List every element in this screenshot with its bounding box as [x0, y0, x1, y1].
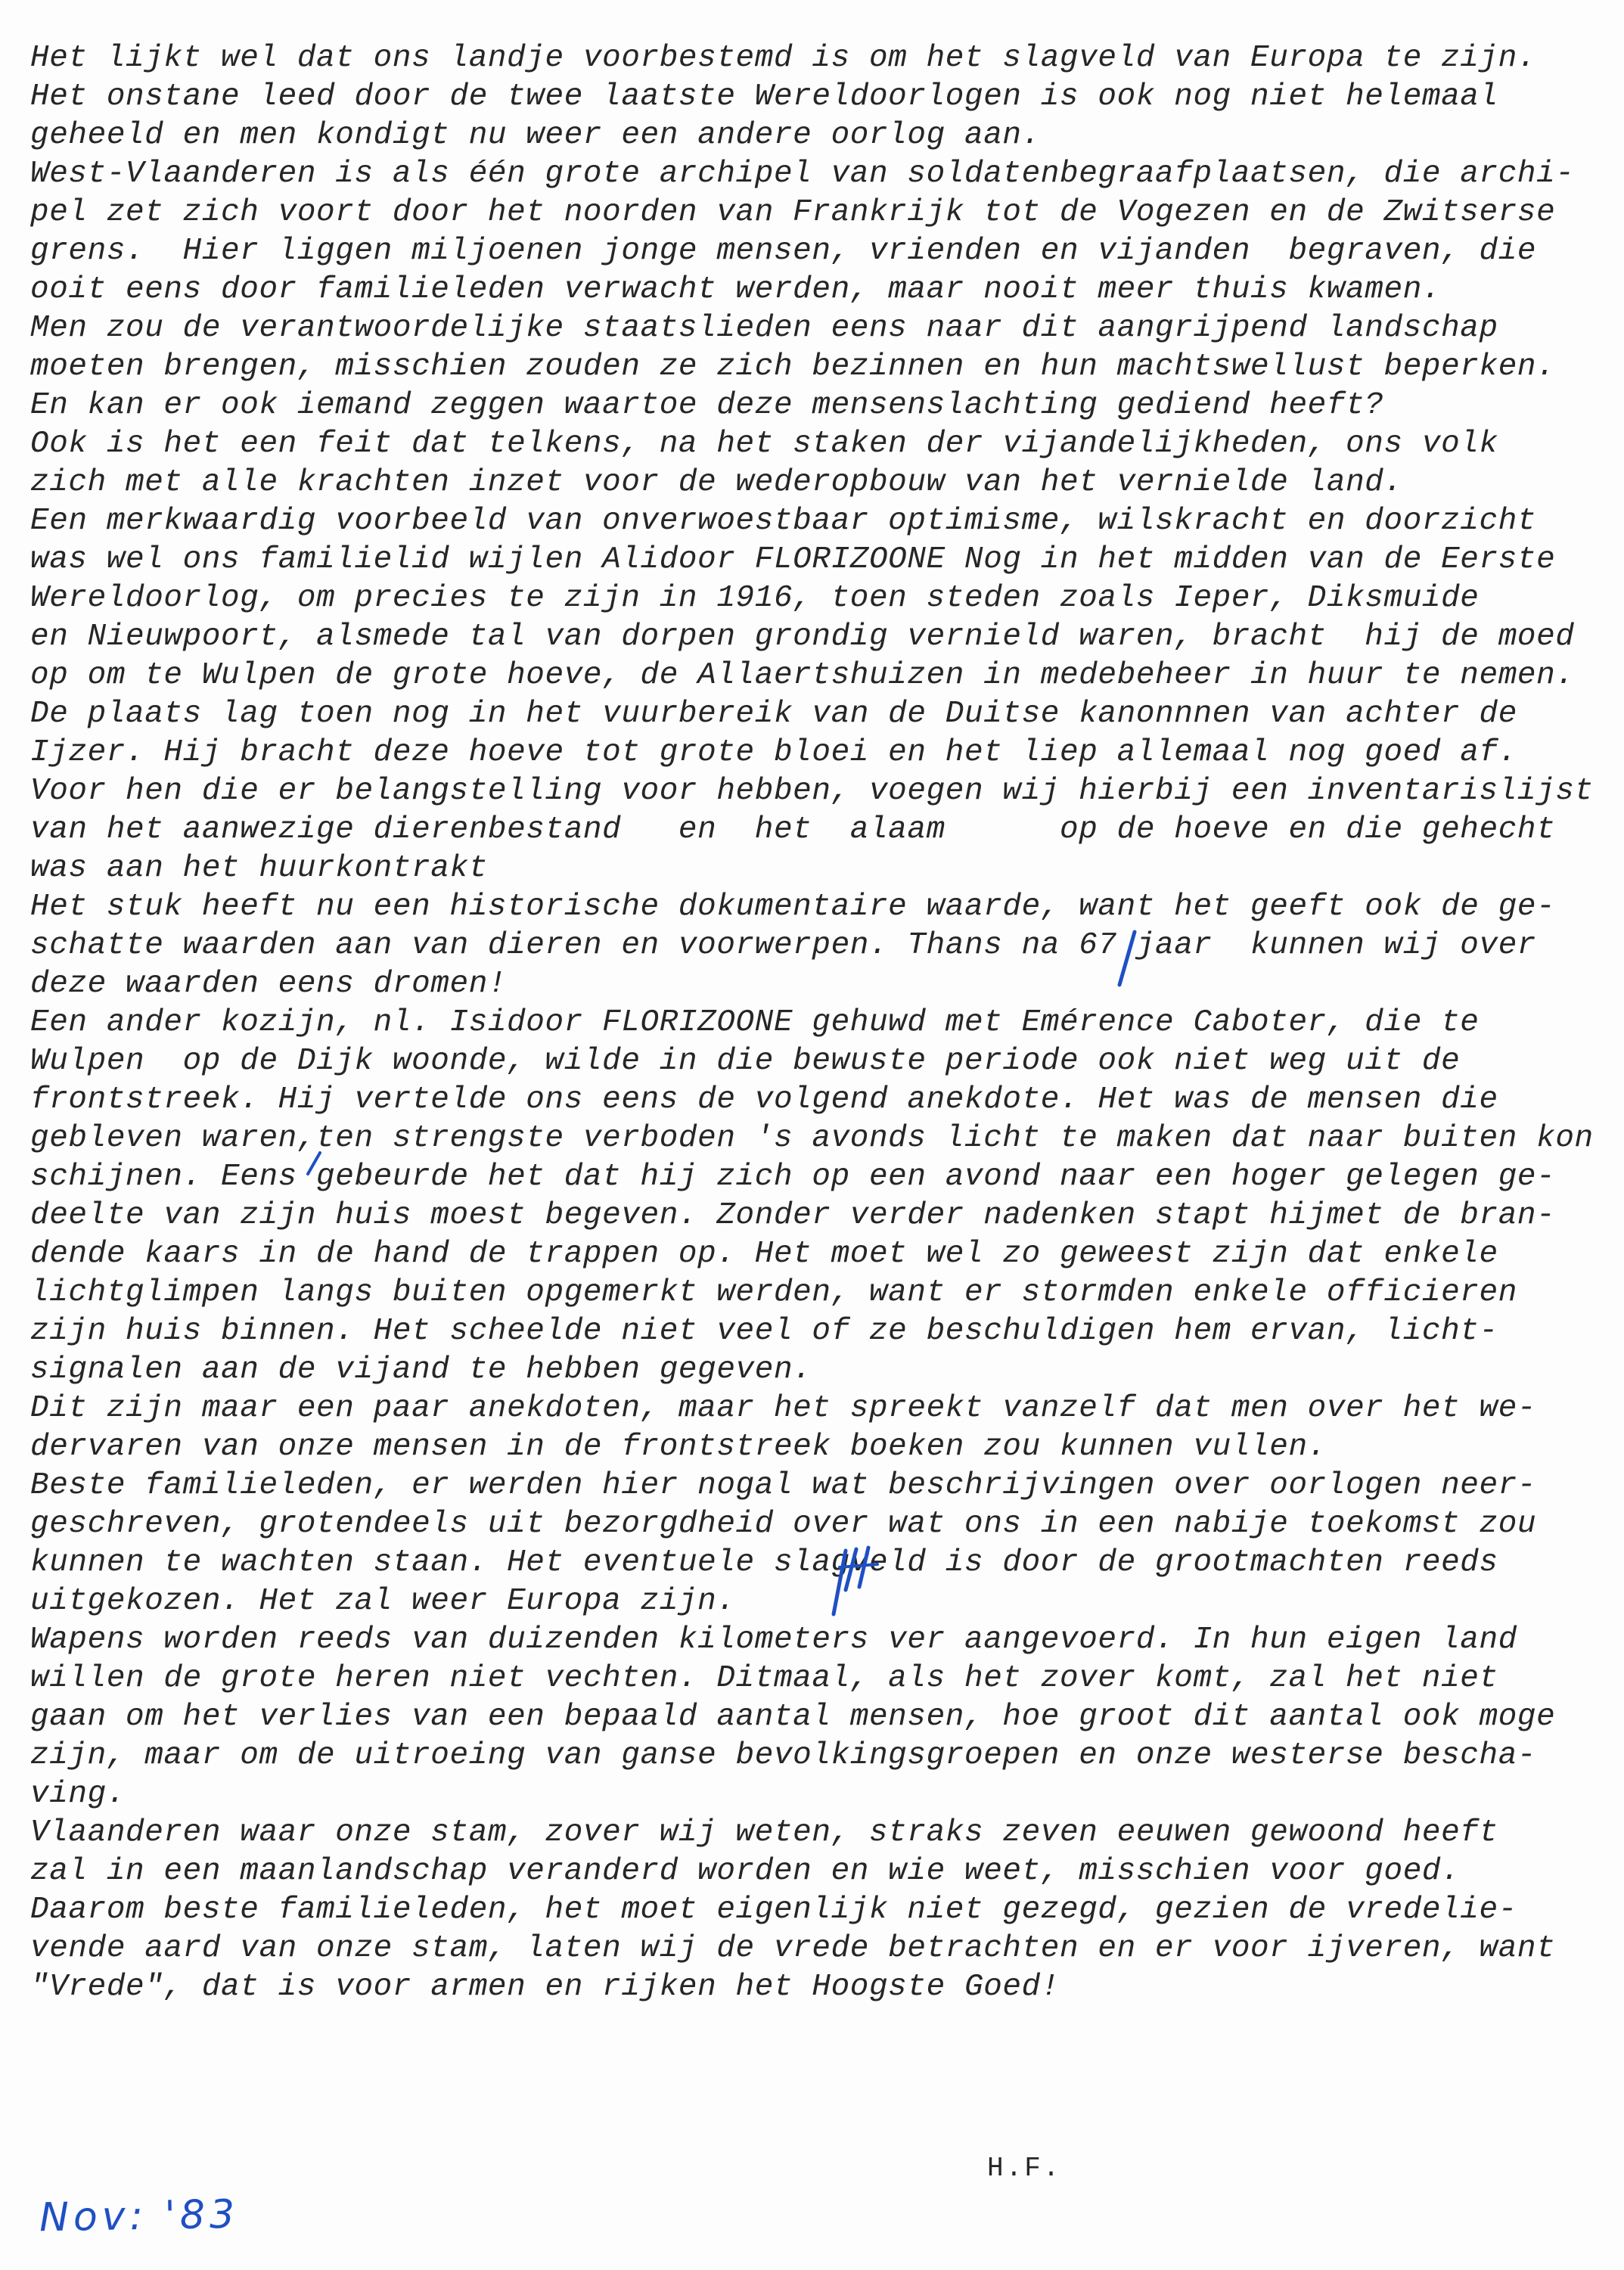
text-line: dervaren van onze mensen in de frontstreek boeken zou kunnen vullen.	[30, 1430, 1327, 1464]
text-line: gaan om het verlies van een bepaald aantal mensen, hoe groot dit aantal ook moge	[30, 1700, 1556, 1734]
text-line: zal in een maanlandschap veranderd worden en wie weet, misschien voor goed.	[30, 1854, 1461, 1889]
text-line: Beste familieleden, er werden hier nogal wat beschrijvingen over oorlogen neer-	[30, 1468, 1537, 1503]
text-line: Het stuk heeft nu een historische dokumentaire waarde, want het geeft ook de ge-	[30, 890, 1556, 924]
text-line: Het lijkt wel dat ons landje voorbestemd is om het slagveld van Europa te zijn.	[30, 41, 1537, 76]
text-line: zijn, maar om de uitroeing van ganse bevolkingsgroepen en onze westerse bescha-	[30, 1738, 1537, 1773]
handwritten-date: Nov: '83	[39, 2191, 240, 2241]
text-line: moeten brengen, misschien zouden ze zich bezinnen en hun machtswellust beperken.	[30, 349, 1556, 384]
text-line: was wel ons familielid wijlen Alidoor FLORIZOONE Nog in het midden van de Eerste	[30, 542, 1556, 577]
text-line: pel zet zich voort door het noorden van Frankrijk tot de Vogezen en de Zwitserse	[30, 195, 1556, 230]
text-line: Wereldoorlog, om precies te zijn in 1916, toen steden zoals Ieper, Diksmuide	[30, 581, 1480, 616]
text-line: kunnen te wachten staan. Het eventuele slagveld is door de grootmachten reeds	[30, 1545, 1498, 1580]
text-line: De plaats lag toen nog in het vuurbereik van de Duitse kanonnnen van achter de	[30, 697, 1517, 731]
text-line: lichtglimpen langs buiten opgemerkt werden, want er stormden enkele officieren	[30, 1275, 1517, 1310]
text-line: geschreven, grotendeels uit bezorgdheid over wat ons in een nabije toekomst zou	[30, 1507, 1537, 1542]
text-line: schijnen. Eens gebeurde het dat hij zich op een avond naar een hoger gelegen ge-	[30, 1160, 1556, 1194]
text-line: schatte waarden aan van dieren en voorwerpen. Thans na 67 jaar kunnen wij over	[30, 928, 1537, 963]
text-line: ooit eens door familieleden verwacht werden, maar nooit meer thuis kwamen.	[30, 272, 1442, 307]
signature-initials: H.F.	[987, 2153, 1062, 2184]
text-line: "Vrede", dat is voor armen en rijken het Hoogste Goed!	[30, 1970, 1060, 2004]
text-line: Het onstane leed door de twee laatste Wereldoorlogen is ook nog niet helemaal	[30, 79, 1498, 114]
text-line: deelte van zijn huis moest begeven. Zonder verder nadenken stapt hijmet de bran-	[30, 1198, 1556, 1233]
text-line: Vlaanderen waar onze stam, zover wij weten, straks zeven eeuwen gewoond heeft	[30, 1815, 1498, 1850]
letter-body	[30, 39, 1611, 2007]
text-line: van het aanwezige dierenbestand en het alaam op de hoeve en die gehecht	[30, 812, 1556, 847]
text-line: deze waarden eens dromen!	[30, 967, 508, 1001]
text-line: Wapens worden reeds van duizenden kilometers ver aangevoerd. In hun eigen land	[30, 1623, 1517, 1657]
text-line: Ijzer. Hij bracht deze hoeve tot grote bloei en het liep allemaal nog goed af.	[30, 735, 1517, 770]
text-line: signalen aan de vijand te hebben gegeven.	[30, 1352, 812, 1387]
text-line: zich met alle krachten inzet voor de wederopbouw van het vernielde land.	[30, 465, 1403, 500]
text-line: en Nieuwpoort, alsmede tal van dorpen grondig vernield waren, bracht hij de moed	[30, 620, 1575, 654]
text-line: op om te Wulpen de grote hoeve, de Allaertshuizen in medebeheer in huur te nemen.	[30, 658, 1575, 693]
text-line: Een merkwaardig voorbeeld van onverwoestbaar optimisme, wilskracht en doorzicht	[30, 504, 1537, 539]
text-line: dende kaars in de hand de trappen op. Het moet wel zo geweest zijn dat enkele	[30, 1237, 1498, 1272]
text-line: vende aard van onze stam, laten wij de vrede betrachten en er voor ijveren, want	[30, 1931, 1556, 1966]
text-line: En kan er ook iemand zeggen waartoe deze mensenslachting gediend heeft?	[30, 388, 1384, 423]
text-line: zijn huis binnen. Het scheelde niet veel of ze beschuldigen hem ervan, licht-	[30, 1314, 1498, 1349]
text-line: Wulpen op de Dijk woonde, wilde in die bewuste periode ook niet weg uit de	[30, 1044, 1461, 1079]
text-line: Daarom beste familieleden, het moet eigenlijk niet gezegd, gezien de vredelie-	[30, 1893, 1517, 1927]
text-line: grens. Hier liggen miljoenen jonge mensen, vrienden en vijanden begraven, die	[30, 234, 1537, 269]
text-line: Men zou de verantwoordelijke staatslieden eens naar dit aangrijpend landschap	[30, 311, 1498, 346]
text-line: Ook is het een feit dat telkens, na het staken der vijandelijkheden, ons volk	[30, 427, 1498, 461]
text-line: frontstreek. Hij vertelde ons eens de volgend anekdote. Het was de mensen die	[30, 1082, 1498, 1117]
text-line: willen de grote heren niet vechten. Ditmaal, als het zover komt, zal het niet	[30, 1661, 1498, 1696]
text-line: geheeld en men kondigt nu weer een andere oorlog aan.	[30, 118, 1041, 153]
text-line: uitgekozen. Het zal weer Europa zijn.	[30, 1584, 736, 1619]
text-line: West-Vlaanderen is als één grote archipel van soldatenbegraafplaatsen, die archi-	[30, 157, 1575, 191]
text-line: Een ander kozijn, nl. Isidoor FLORIZOONE gehuwd met Emérence Caboter, die te	[30, 1005, 1480, 1040]
text-line: gebleven waren,ten strengste verboden 's avonds licht te maken dat naar buiten kon	[30, 1121, 1594, 1156]
text-line: Dit zijn maar een paar anekdoten, maar het spreekt vanzelf dat men over het we-	[30, 1391, 1537, 1426]
text-line: ving.	[30, 1777, 126, 1812]
text-line: was aan het huurkontrakt	[30, 851, 488, 886]
text-line: Voor hen die er belangstelling voor hebben, voegen wij hierbij een inventarislijst	[30, 774, 1594, 809]
